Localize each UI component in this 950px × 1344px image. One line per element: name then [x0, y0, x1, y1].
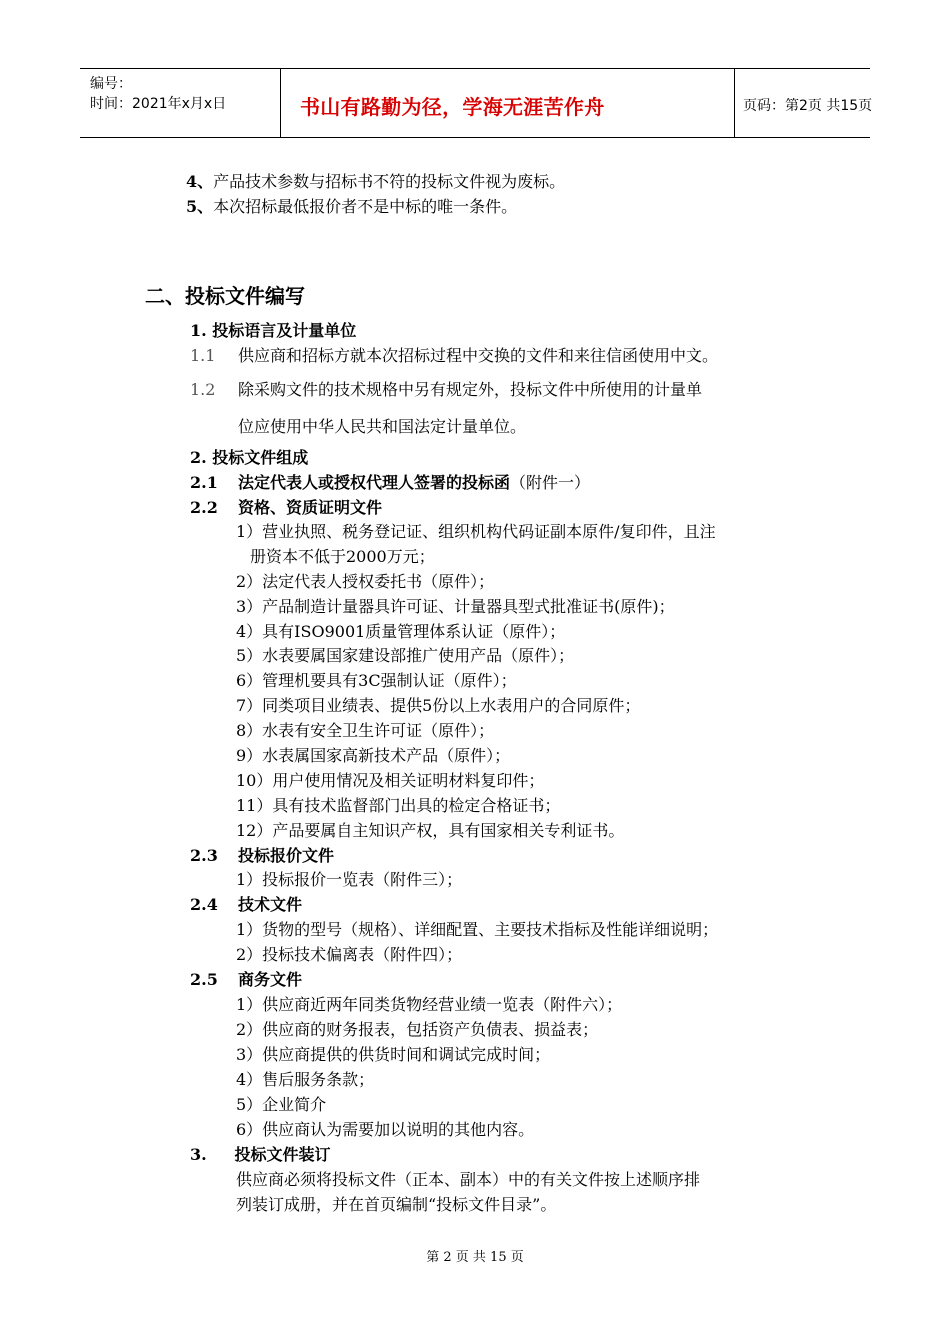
intro-item-5-num: 5、: [186, 197, 214, 216]
list-item: 3）供应商提供的供货时间和调试完成时间；: [236, 1045, 551, 1064]
clause-1-2-text: 除采购文件的技术规格中另有规定外，投标文件中所使用的计量单: [238, 380, 703, 399]
list-item: 7）同类项目业绩表、提供5份以上水表用户的合同原件；: [236, 696, 641, 715]
list-item: 12）产品要属自主知识产权，具有国家相关专利证书。: [236, 821, 625, 840]
paragraph-line: 列装订成册，并在首页编制“投标文件目录”。: [236, 1195, 557, 1214]
list-item: 6）供应商认为需要加以说明的其他内容。: [236, 1120, 535, 1139]
list-item: 1）供应商近两年同类货物经营业绩一览表（附件六）；: [236, 995, 623, 1014]
clause-2-2-title: 资格、资质证明文件: [238, 498, 383, 517]
header-page-cell: [735, 69, 873, 137]
subsection-3-title: 3. 投标文件装订: [190, 1145, 331, 1164]
header-meta-cell: [80, 69, 281, 137]
list-item: 2）投标技术偏离表（附件四）；: [236, 945, 463, 964]
list-item: 10）用户使用情况及相关证明材料复印件；: [236, 771, 545, 790]
clause-2-1-num: 2.1: [190, 473, 218, 492]
clause-2-3-title: 投标报价文件: [238, 846, 335, 865]
list-item: 1）投标报价一览表（附件三）；: [236, 870, 463, 889]
clause-2-5-title: 商务文件: [238, 970, 303, 989]
page-header: [80, 68, 873, 138]
clause-2-4-num: 2.4: [190, 895, 218, 914]
clause-1-1-text: 供应商和招标方就本次招标过程中交换的文件和来往信函使用中文。: [238, 346, 719, 365]
clause-2-3: [190, 846, 334, 866]
list-item: 8）水表有安全卫生许可证（原件）；: [236, 721, 495, 740]
clause-1-2-cont: 位应使用中华人民共和国法定计量单位。: [238, 417, 527, 436]
paragraph-line: 供应商必须将投标文件（正本、副本）中的有关文件按上述顺序排: [236, 1170, 701, 1189]
list-item: 2）法定代表人授权委托书（原件）；: [236, 572, 495, 591]
subsection-1-title: 1. 投标语言及计量单位: [190, 321, 357, 340]
list-item: 册资本不低于2000万元；: [250, 547, 435, 566]
list-item: 3）产品制造计量器具许可证、计量器具型式批准证书(原件)；: [236, 597, 675, 616]
list-item: 2）供应商的财务报表，包括资产负债表、损益表；: [236, 1020, 599, 1039]
intro-item-4: [186, 172, 565, 192]
intro-item-5-text: 本次招标最低报价者不是中标的唯一条件。: [213, 197, 518, 216]
clause-2-3-num: 2.3: [190, 846, 218, 865]
list-item: 1）营业执照、税务登记证、组织机构代码证副本原件/复印件，且注: [236, 522, 716, 541]
intro-item-4-text: 产品技术参数与招标书不符的投标文件视为废标。: [213, 172, 566, 191]
clause-2-2-num: 2.2: [190, 498, 218, 517]
clause-2-1-note: （附件一）: [510, 473, 591, 492]
list-item: 4）具有ISO9001质量管理体系认证（原件）；: [236, 622, 566, 641]
page-footer: 第 2 页 共 15 页: [426, 1250, 524, 1265]
clause-1-1-num: 1.1: [190, 346, 216, 365]
time-label: 时间：2021年x月x日: [90, 96, 227, 112]
intro-item-4-num: 4、: [186, 172, 214, 191]
list-item: 5）水表要属国家建设部推广使用产品（原件）；: [236, 646, 575, 665]
list-item: 4）售后服务条款；: [236, 1070, 375, 1089]
page-label: 页码：第2页 共15页: [743, 98, 873, 114]
motto-text: 书山有路勤为径，学海无涯苦作舟: [300, 95, 605, 119]
list-item: 9）水表属国家高新技术产品（原件）；: [236, 746, 511, 765]
clause-2-2: [190, 498, 382, 518]
clause-2-5: [190, 970, 302, 990]
subsection-2-title: 2. 投标文件组成: [190, 448, 309, 467]
clause-2-1: [190, 473, 590, 493]
clause-2-5-num: 2.5: [190, 970, 218, 989]
clause-1-2: [190, 380, 702, 400]
clause-1-1: [190, 346, 718, 366]
clause-2-4: [190, 895, 302, 915]
list-item: 6）管理机要具有3C强制认证（原件）；: [236, 671, 517, 690]
intro-item-5: [186, 197, 517, 217]
number-label: 编号：: [90, 76, 132, 92]
list-item: 5）企业简介: [236, 1095, 327, 1114]
clause-1-2-num: 1.2: [190, 380, 216, 399]
list-item: 11）具有技术监督部门出具的检定合格证书；: [236, 796, 561, 815]
section-title: 二、投标文件编写: [145, 284, 305, 308]
clause-2-1-title: 法定代表人或授权代理人签署的投标函: [238, 473, 511, 492]
header-motto-cell: [280, 69, 735, 137]
list-item: 1）货物的型号（规格）、详细配置、主要技术指标及性能详细说明；: [236, 920, 719, 939]
clause-2-4-title: 技术文件: [238, 895, 303, 914]
